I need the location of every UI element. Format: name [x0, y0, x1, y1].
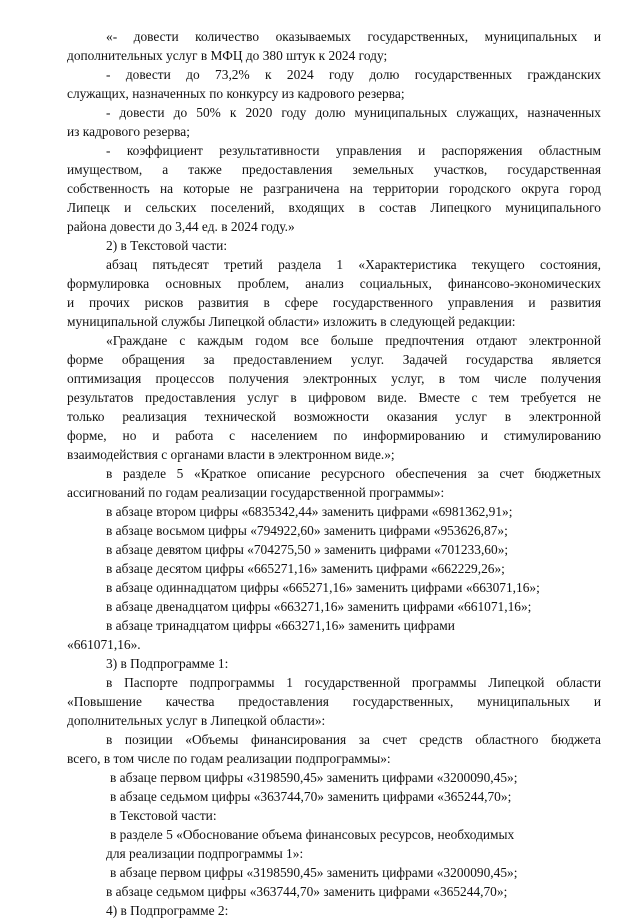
text-line: всего, в том числе по годам реализации подпрограммы»: — [67, 751, 391, 766]
text-line: в разделе 5 «Краткое описание ресурсного обеспечения за счет бюджетных — [106, 466, 601, 481]
text-line: только реализация технической возможности оказания услуг в электронной — [67, 409, 601, 424]
text-line: 4) в Подпрограмме 2: — [106, 903, 229, 918]
text-line: форме, но и работа с населением по информированию и стимулированию — [67, 428, 601, 443]
text-line: 3) в Подпрограмме 1: — [106, 656, 229, 671]
text-line: «- довести количество оказываемых государственных, муниципальных и — [106, 29, 601, 44]
text-line: в абзаце втором цифры «6835342,44» заменить цифрами «6981362,91»; — [106, 504, 513, 519]
text-line: в абзаце первом цифры «3198590,45» заменить цифрами «3200090,45»; — [110, 770, 518, 785]
text-line: в абзаце десятом цифры «665271,16» заменить цифрами «662229,26»; — [106, 561, 505, 576]
text-line: абзац пятьдесят третий раздела 1 «Характеристика текущего состояния, — [106, 257, 601, 272]
text-line: ассигнований по годам реализации государственной программы»: — [67, 485, 445, 500]
text-line: формулировка основных проблем, анализ социальных, финансово-экономических — [67, 276, 601, 291]
text-line: Липецк и сельских поселений, входящих в состав Липецкого муниципального — [67, 200, 601, 215]
text-line: оптимизация процессов получения электронных услуг, в том числе получения — [67, 371, 601, 386]
text-line: муниципальной службы Липецкой области» изложить в следующей редакции: — [67, 314, 516, 329]
text-line: района довести до 3,44 ед. в 2024 году.» — [67, 219, 295, 234]
text-line: дополнительных услуг в Липецкой области»: — [67, 713, 326, 728]
text-line: в абзаце седьмом цифры «363744,70» заменить цифрами «365244,70»; — [106, 884, 508, 899]
text-line: и прочих рисков развития в сфере государственного управления и развития — [67, 295, 601, 310]
text-line: - довести до 50% к 2020 году долю муниципальных служащих, назначенных — [106, 105, 601, 120]
text-line: взаимодействия с органами власти в электронном виде.»; — [67, 447, 395, 462]
text-line: в абзаце тринадцатом цифры «663271,16» заменить цифрами — [106, 618, 455, 633]
text-line: - коэффициент результативности управления и распоряжения областным — [106, 143, 601, 158]
text-line: дополнительных услуг в МФЦ до 380 штук к 2024 году; — [67, 48, 388, 63]
text-line: форме обращения за предоставлением услуг. Задачей государства является — [67, 352, 601, 367]
text-line: служащих, назначенных по конкурсу из кадрового резерва; — [67, 86, 405, 101]
text-line: 2) в Текстовой части: — [106, 238, 228, 253]
text-line: в абзаце седьмом цифры «363744,70» заменить цифрами «365244,70»; — [110, 789, 512, 804]
text-line: в абзаце первом цифры «3198590,45» заменить цифрами «3200090,45»; — [110, 865, 518, 880]
text-line: «Граждане с каждым годом все больше предпочтения отдают электронной — [106, 333, 601, 348]
text-line: в разделе 5 «Обоснование объема финансовых ресурсов, необходимых — [110, 827, 515, 842]
text-line: имуществом, а также предоставления земельных участков, государственная — [67, 162, 601, 177]
text-line: в позиции «Объемы финансирования за счет средств областного бюджета — [106, 732, 601, 747]
text-line: в Текстовой части: — [110, 808, 217, 823]
text-line: в абзаце одиннадцатом цифры «665271,16» заменить цифрами «663071,16»; — [106, 580, 540, 595]
text-line: в Паспорте подпрограммы 1 государственной программы Липецкой области — [106, 675, 601, 690]
text-line: в абзаце двенадцатом цифры «663271,16» заменить цифрами «661071,16»; — [106, 599, 532, 614]
text-line: в абзаце девятом цифры «704275,50 » заменить цифрами «701233,60»; — [106, 542, 509, 557]
text-line: - довести до 73,2% к 2024 году долю государственных гражданских — [106, 67, 601, 82]
text-line: «661071,16». — [67, 637, 141, 652]
text-line: из кадрового резерва; — [67, 124, 190, 139]
text-line: в абзаце восьмом цифры «794922,60» заменить цифрами «953626,87»; — [106, 523, 508, 538]
text-line: для реализации подпрограммы 1»: — [106, 846, 304, 861]
text-line: собственность на которые не разграничена на территории городского округа город — [67, 181, 601, 196]
text-line: «Повышение качества предоставления государственных, муниципальных и — [67, 694, 601, 709]
text-line: результатов предоставления услуг в цифровом виде. Вместе с тем требуется не — [67, 390, 601, 405]
